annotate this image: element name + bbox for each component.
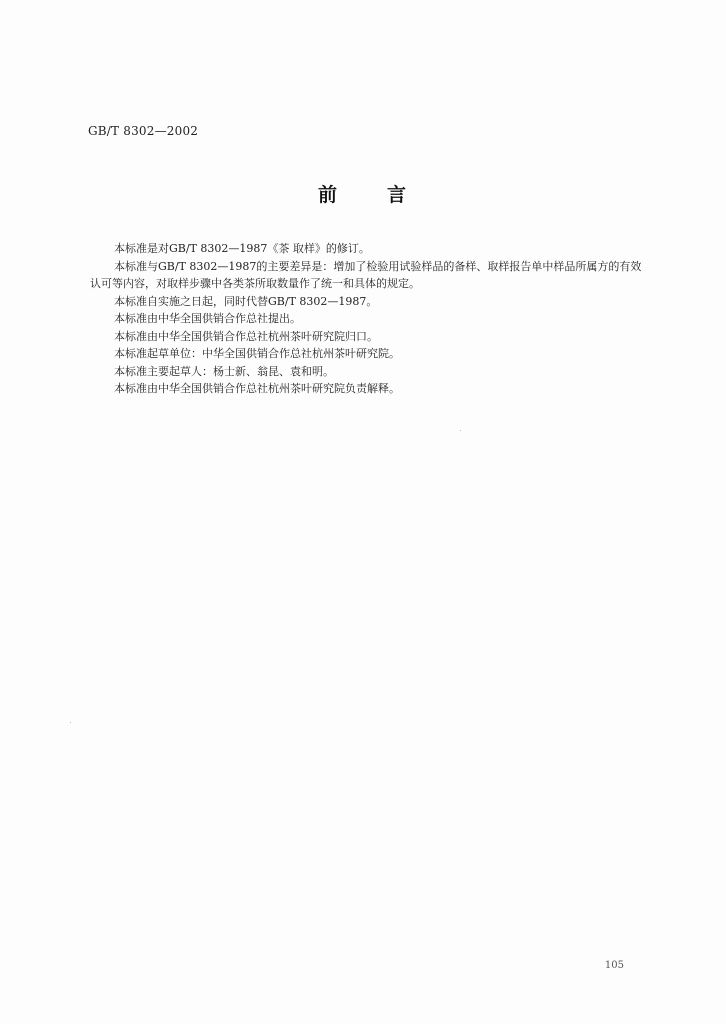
paragraph-drafters: 本标准主要起草人：杨士新、翁昆、袁和明。 <box>114 364 334 378</box>
paragraph-proposed-by: 本标准由中华全国供销合作总社提出。 <box>114 312 301 325</box>
title-char-2: 言 <box>387 184 409 206</box>
standard-code: GB/T 8302—2002 <box>88 124 199 138</box>
paragraph-drafting-unit: 本标准起草单位：中华全国供销合作总社杭州茶叶研究院。 <box>114 347 400 360</box>
scan-speck <box>460 430 461 431</box>
page-number: 105 <box>604 960 624 971</box>
paragraph-replacement: 本标准自实施之日起，同时代替GB/T 8302—1987。 <box>114 294 378 308</box>
title-char-1: 前 <box>317 184 339 206</box>
scan-speck <box>70 722 71 723</box>
paragraph-interpretation: 本标准由中华全国供销合作总社杭州茶叶研究院负责解释。 <box>114 382 400 395</box>
paragraph-centralized-by: 本标准由中华全国供销合作总社杭州茶叶研究院归口。 <box>114 329 378 343</box>
paragraph-differences: 本标准与GB/T 8302—1987的主要差异是：增加了检验用试验样品的备样、取样报告单中样品所属方的有效认可等内容，对取样步骤中各类茶所取数量作了统一和具体的规定。 <box>90 259 642 290</box>
paragraph-revision: 本标准是对GB/T 8302—1987《茶 取样》的修订。 <box>114 242 370 255</box>
foreword-body <box>90 240 650 398</box>
page-title <box>0 180 726 207</box>
